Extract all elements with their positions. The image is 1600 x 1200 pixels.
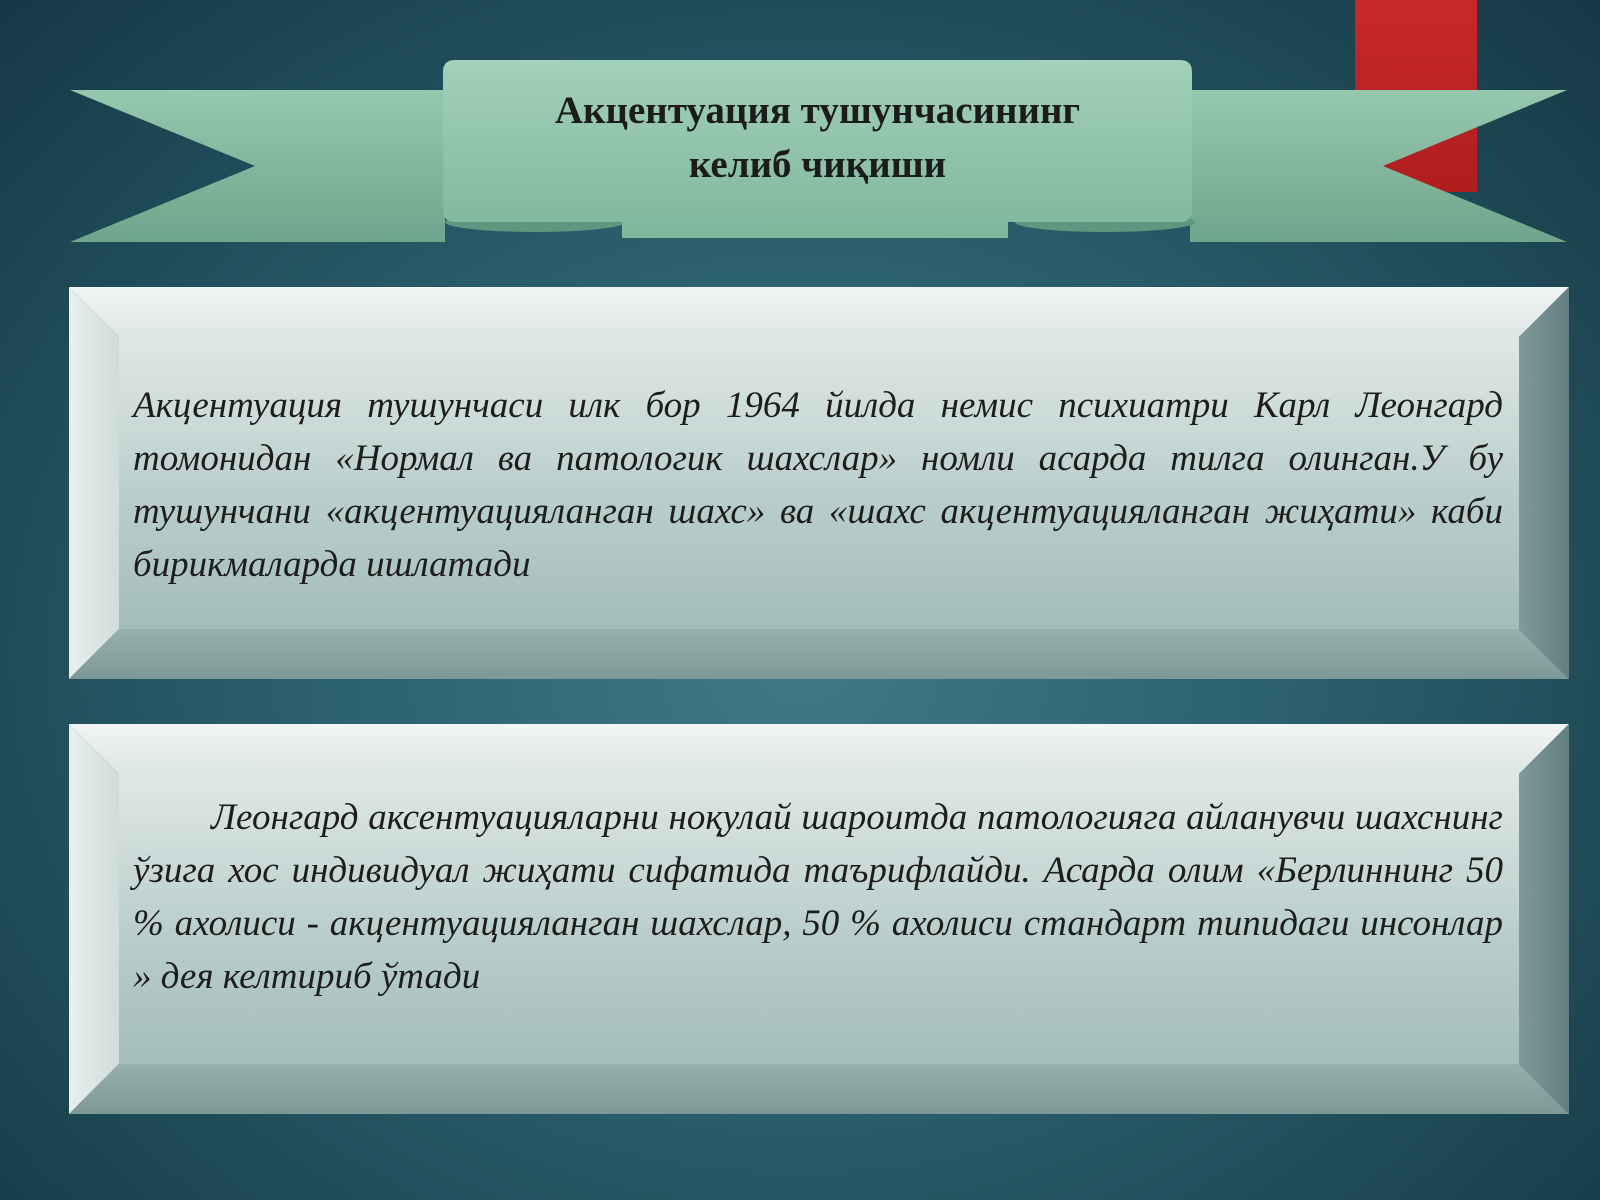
panel-bevel-right	[1519, 287, 1569, 679]
panel-bevel-top	[69, 287, 1569, 337]
panel-bevel-bottom	[69, 629, 1569, 679]
ribbon-right-wing	[1190, 90, 1567, 242]
paragraph-2: Леонгард аксентуацияларни ноқулай шароитда патологияга айланувчи шахснинг ўзига хос индивидуал жиҳати сифатида таърифлайди. Асарда олим «Берлиннинг 50 % ахолиси - акцентуацияланган шахслар, 50 % ахолиси стандарт типидаги инсонлар » дея келтириб ўтади	[133, 797, 1503, 997]
slide-title-line1: Акцентуация тушунчасининг	[554, 89, 1081, 132]
panel-bevel-right	[1519, 724, 1569, 1114]
slide-title-line2: келиб чиқиши	[688, 143, 947, 186]
ribbon-left-wing	[70, 90, 445, 242]
panel-bevel-top	[69, 724, 1569, 774]
text-panel-1	[69, 287, 1569, 679]
text-panel-2	[69, 724, 1569, 1114]
panel-bevel-left	[69, 724, 119, 1114]
paragraph-1: Акцентуация тушунчаси илк бор 1964 йилда немис психиатри Карл Леонгард томонидан «Нормал ва патологик шахслар» номли асарда тилга олинган.У бу тушунчани «акцентуацияланган шахс» ва «шахс акцентуацияланган жиҳати» каби бирикмаларда ишлатади	[133, 385, 1503, 585]
slide-title	[445, 84, 1190, 192]
panel-bevel-left	[69, 287, 119, 679]
panel-bevel-bottom	[69, 1064, 1569, 1114]
